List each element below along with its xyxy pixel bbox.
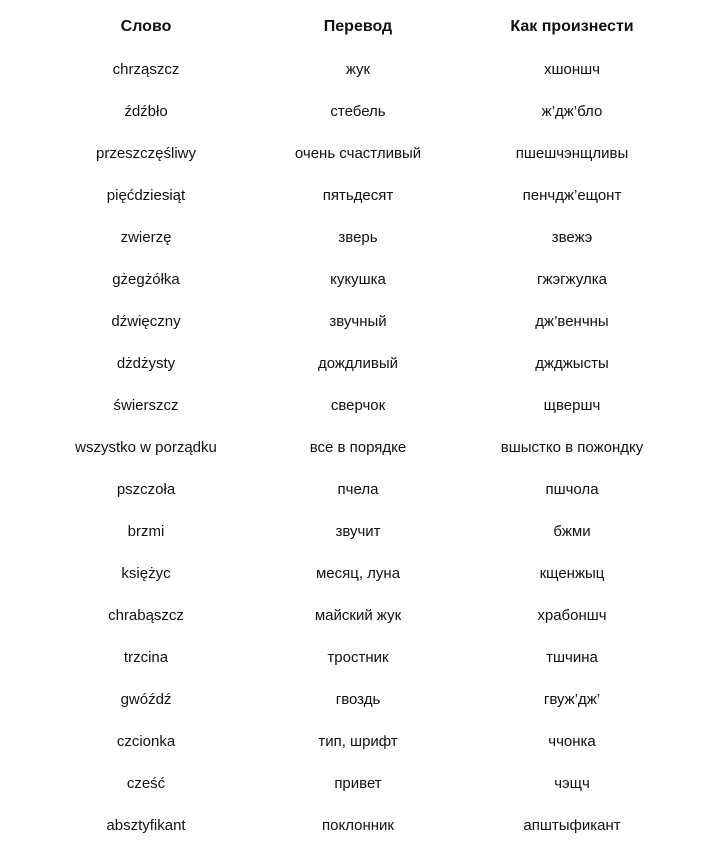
- word-cell: chrabąszcz: [108, 607, 184, 624]
- translation-cell: кукушка: [330, 271, 386, 288]
- pronunciation-cell: пшчола: [545, 481, 599, 498]
- pronunciation-cell: гжэгжулка: [537, 271, 607, 288]
- word-cell: brzmi: [127, 523, 165, 540]
- pronunciation-cell: пшешчэнщливы: [515, 145, 629, 162]
- table-row: [0, 679, 706, 721]
- pronunciation-cell: звежэ: [551, 229, 593, 246]
- translation-cell: звучный: [329, 313, 387, 330]
- pronunciation-cell: джджысты: [535, 355, 609, 372]
- translation-cell: тростник: [327, 649, 389, 666]
- word-cell: zwierzę: [120, 229, 172, 246]
- translation-cell: дождливый: [318, 355, 398, 372]
- word-cell: gżegżółka: [112, 271, 180, 288]
- table-row: [0, 259, 706, 301]
- header-translation: Перевод: [323, 18, 393, 35]
- translation-cell: все в порядке: [309, 439, 407, 456]
- translation-cell: гвоздь: [335, 691, 381, 708]
- translation-cell: жук: [345, 61, 371, 78]
- pronunciation-cell: тшчина: [546, 649, 598, 666]
- table-row: [0, 637, 706, 679]
- table-row: [0, 217, 706, 259]
- word-cell: świerszcz: [113, 397, 179, 414]
- table-row: [0, 553, 706, 595]
- word-cell: gwóźdź: [120, 691, 172, 708]
- pronunciation-cell: кщенжыц: [539, 565, 605, 582]
- table-row: [0, 385, 706, 427]
- word-cell: dżdżysty: [116, 355, 176, 372]
- table-row: [0, 511, 706, 553]
- translation-cell: тип, шрифт: [318, 733, 398, 750]
- pronunciation-cell: ж’дж’бло: [541, 103, 603, 120]
- table-row: [0, 427, 706, 469]
- pronunciation-cell: пенчдж’ещонт: [522, 187, 622, 204]
- pronunciation-cell: гвуж’дж’: [543, 691, 601, 708]
- table-row: [0, 469, 706, 511]
- table-row: [0, 49, 706, 91]
- word-cell: przeszczęśliwy: [95, 145, 197, 162]
- pronunciation-cell: дж’венчны: [535, 313, 609, 330]
- translation-cell: майский жук: [314, 607, 402, 624]
- word-cell: trzcina: [123, 649, 169, 666]
- pronunciation-cell: чэщч: [554, 775, 590, 792]
- table-row: [0, 595, 706, 637]
- pronunciation-cell: вшыстко в пожондку: [500, 439, 644, 456]
- header-word: Слово: [120, 18, 172, 35]
- word-cell: źdźbło: [124, 103, 168, 120]
- translation-cell: пятьдесят: [322, 187, 394, 204]
- word-cell: pszczoła: [116, 481, 176, 498]
- translation-cell: зверь: [338, 229, 378, 246]
- pronunciation-cell: хшоншч: [543, 61, 600, 78]
- table-header: [0, 6, 706, 48]
- word-cell: cześć: [126, 775, 166, 792]
- translation-cell: звучит: [335, 523, 381, 540]
- translation-cell: привет: [334, 775, 382, 792]
- table-row: [0, 721, 706, 763]
- translation-cell: месяц, луна: [315, 565, 401, 582]
- word-cell: czcionka: [116, 733, 176, 750]
- word-cell: dźwięczny: [111, 313, 181, 330]
- header-pronunciation: Как произнести: [510, 18, 634, 35]
- translation-cell: стебель: [330, 103, 386, 120]
- pronunciation-cell: храбоншч: [537, 607, 607, 624]
- pronunciation-cell: щвершч: [543, 397, 601, 414]
- table-row: [0, 133, 706, 175]
- pronunciation-cell: ччонка: [548, 733, 596, 750]
- pronunciation-cell: апштыфикант: [523, 817, 621, 834]
- table-row: [0, 805, 706, 847]
- table-row: [0, 91, 706, 133]
- translation-cell: пчела: [337, 481, 379, 498]
- pronunciation-cell: бжми: [553, 523, 591, 540]
- word-cell: chrząszcz: [112, 61, 180, 78]
- table-row: [0, 301, 706, 343]
- word-cell: księżyc: [121, 565, 171, 582]
- word-cell: absztyfikant: [106, 817, 186, 834]
- translation-cell: очень счастливый: [294, 145, 422, 162]
- table-row: [0, 343, 706, 385]
- translation-cell: сверчок: [330, 397, 386, 414]
- table-row: [0, 763, 706, 805]
- translation-cell: поклонник: [322, 817, 394, 834]
- table-row: [0, 175, 706, 217]
- word-cell: pięćdziesiąt: [106, 187, 186, 204]
- word-cell: wszystko w porządku: [75, 439, 217, 456]
